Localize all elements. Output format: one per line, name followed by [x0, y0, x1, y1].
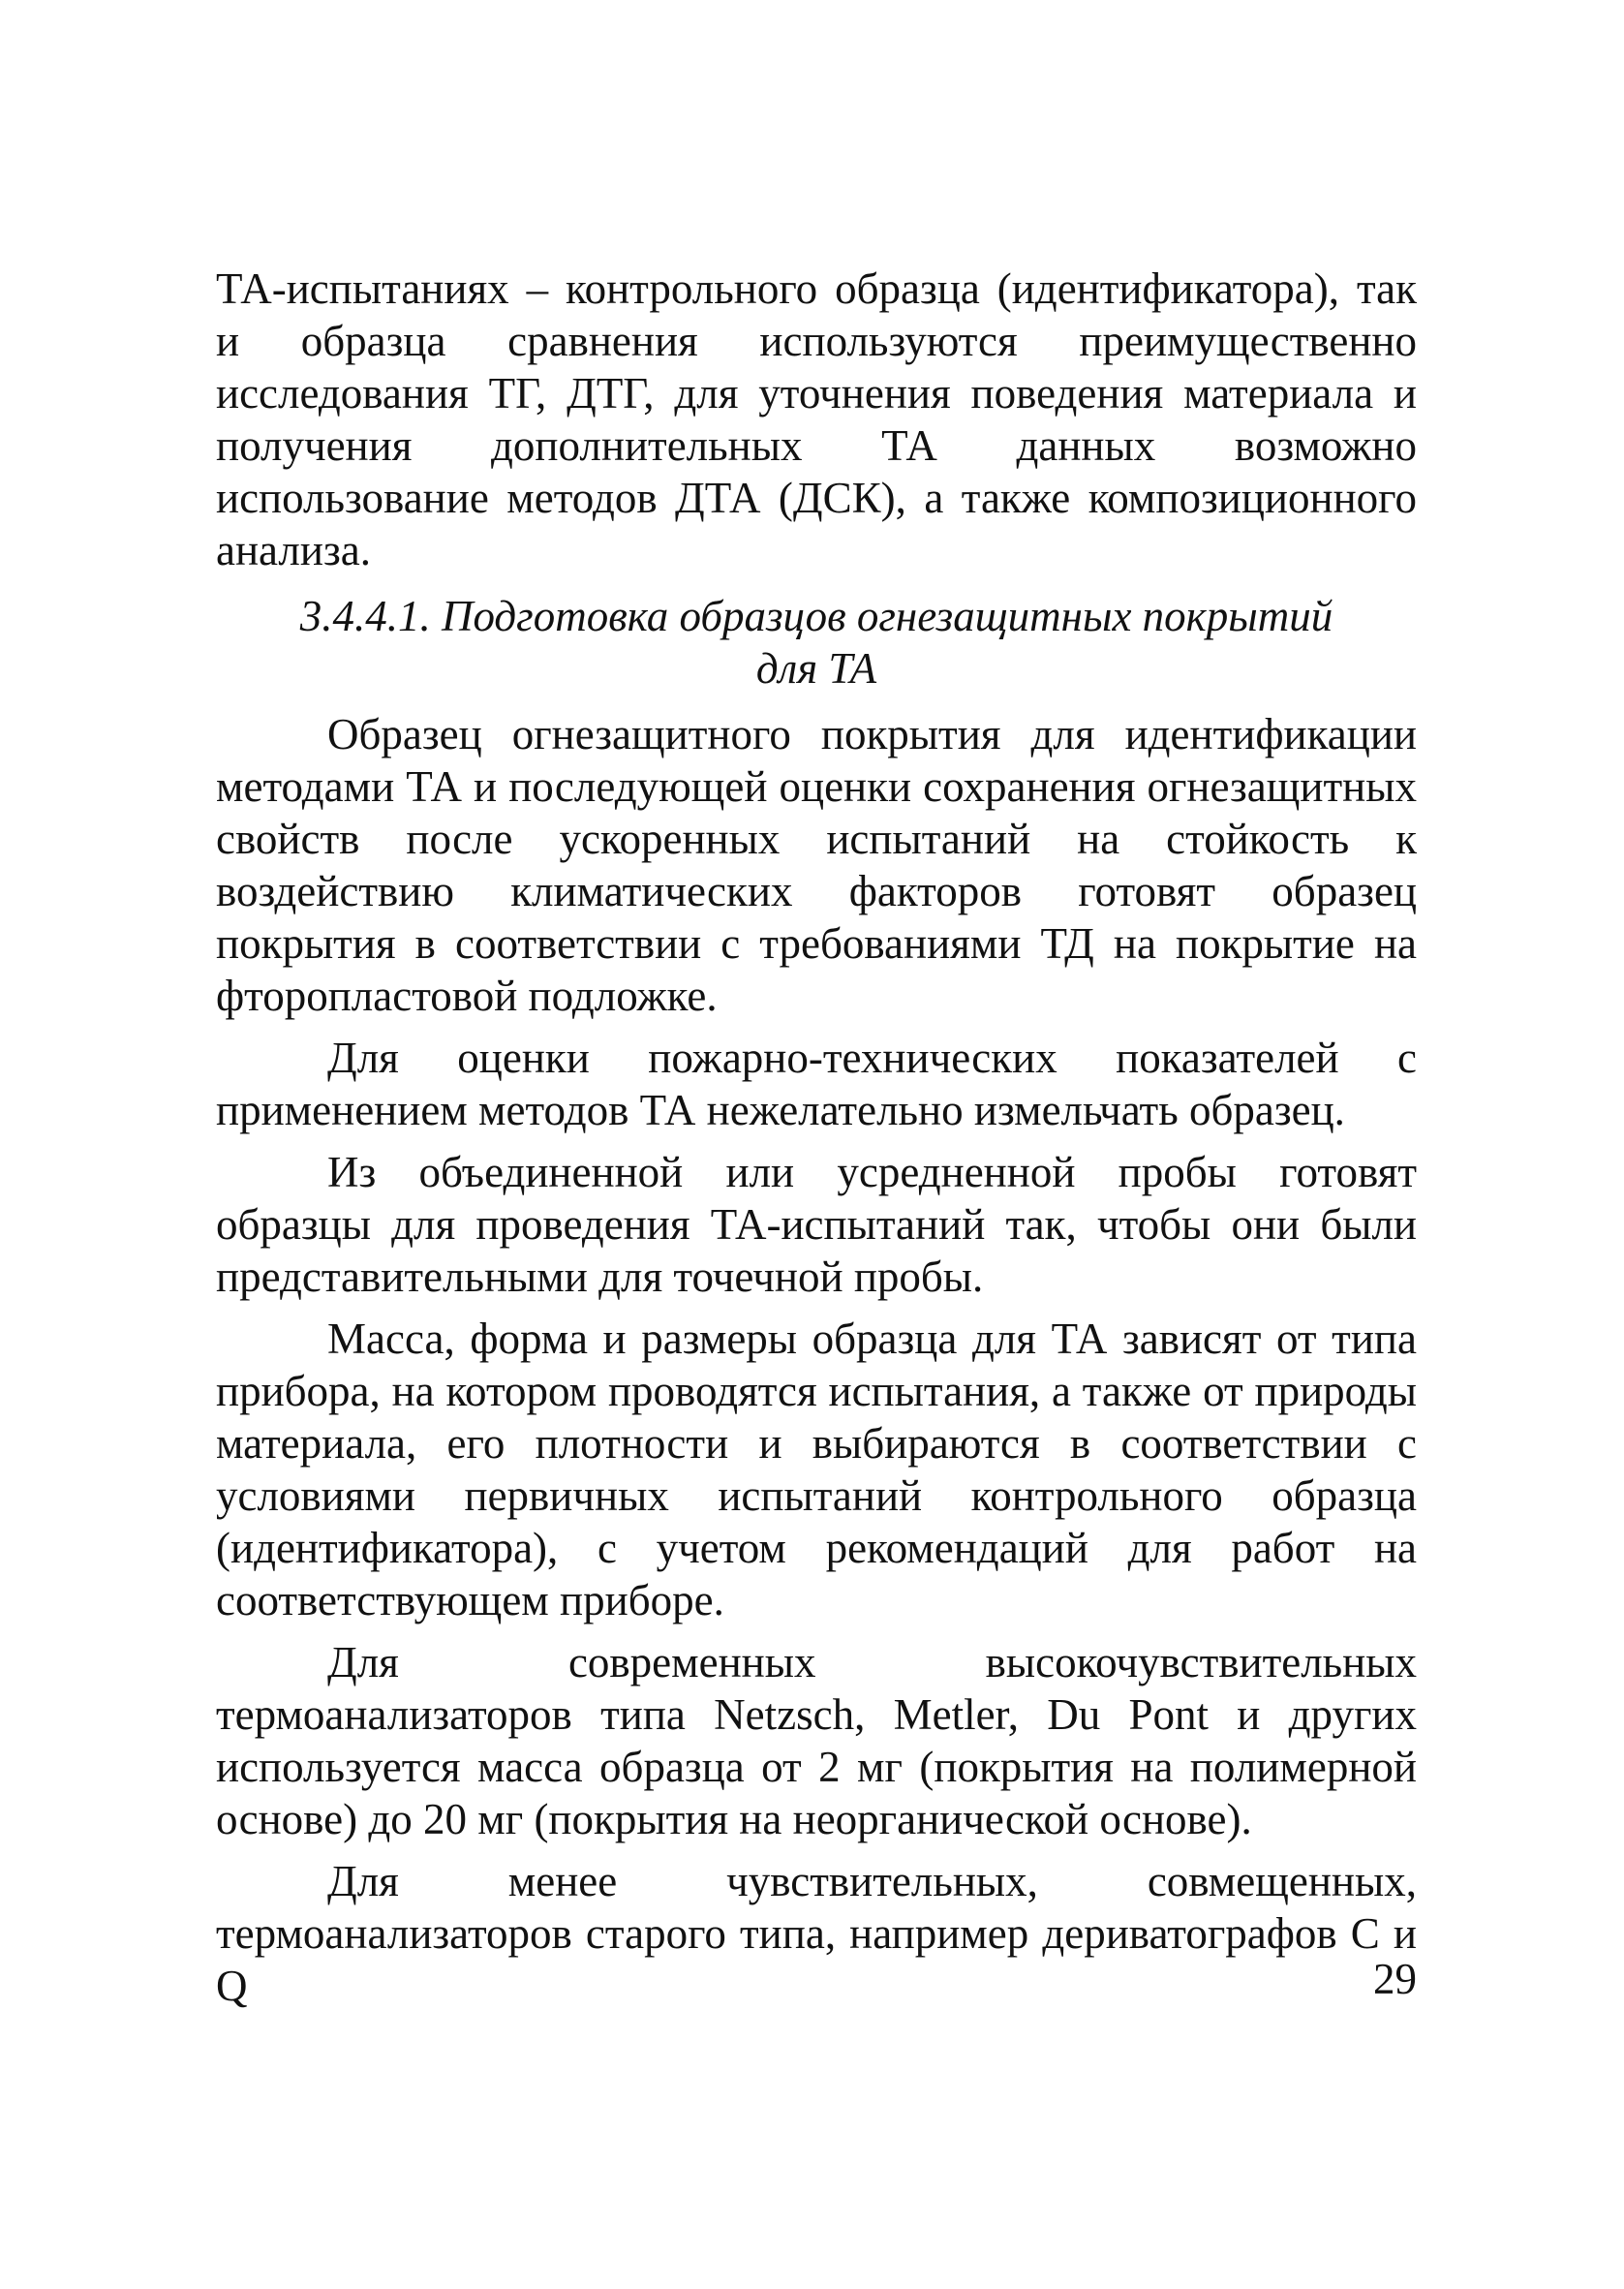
- paragraph: Для оценки пожарно-технических показателей с применением методов ТА нежелательно измельчать образец.: [216, 1034, 1417, 1134]
- paragraph-continuation: ТА-испытаниях – контрольного образца (идентификатора), так и образца сравнения используются преимущественно исследования ТГ, ДТГ, для уточнения поведения материала и получения дополнительных ТА данных возможно использование методов ДТА (ДСК), а также композиционного анализа.: [216, 264, 1417, 574]
- section-heading-line-2: для ТА: [755, 644, 877, 693]
- paragraph: Для менее чувствительных, совмещенных, термоанализаторов старого типа, например дериватографов С и Q: [216, 1857, 1417, 2010]
- section-heading-line-1: 3.4.4.1. Подготовка образцов огнезащитных покрытий: [299, 592, 1333, 640]
- paragraph: Для современных высокочувствительных термоанализаторов типа Netzsch, Metler, Du Pont и других используется масса образца от 2 мг (покрытия на полимерной основе) до 20 мг (покрытия на неорганической основе).: [216, 1638, 1417, 1843]
- paragraph: Масса, форма и размеры образца для ТА зависят от типа прибора, на котором проводятся испытания, а также от природы материала, его плотности и выбираются в соответствии с условиями первичных испытаний контрольного образца (идентификатора), с учетом рекомендаций для работ на соответствующем приборе.: [216, 1315, 1417, 1624]
- body-text: [216, 263, 1417, 2012]
- section-heading: [216, 590, 1417, 695]
- paragraph: Образец огнезащитного покрытия для идентификации методами ТА и последующей оценки сохранения огнезащитных свойств после ускоренных испытаний на стойкость к воздействию климатических факторов готовят образец покрытия в соответствии с требованиями ТД на покрытие на фторопластовой подложке.: [216, 710, 1417, 1020]
- page-number: 29: [1373, 1955, 1417, 2003]
- paragraph: Из объединенной или усредненной пробы готовят образцы для проведения ТА-испытаний так, чтобы они были представительными для точечной пробы.: [216, 1148, 1417, 1301]
